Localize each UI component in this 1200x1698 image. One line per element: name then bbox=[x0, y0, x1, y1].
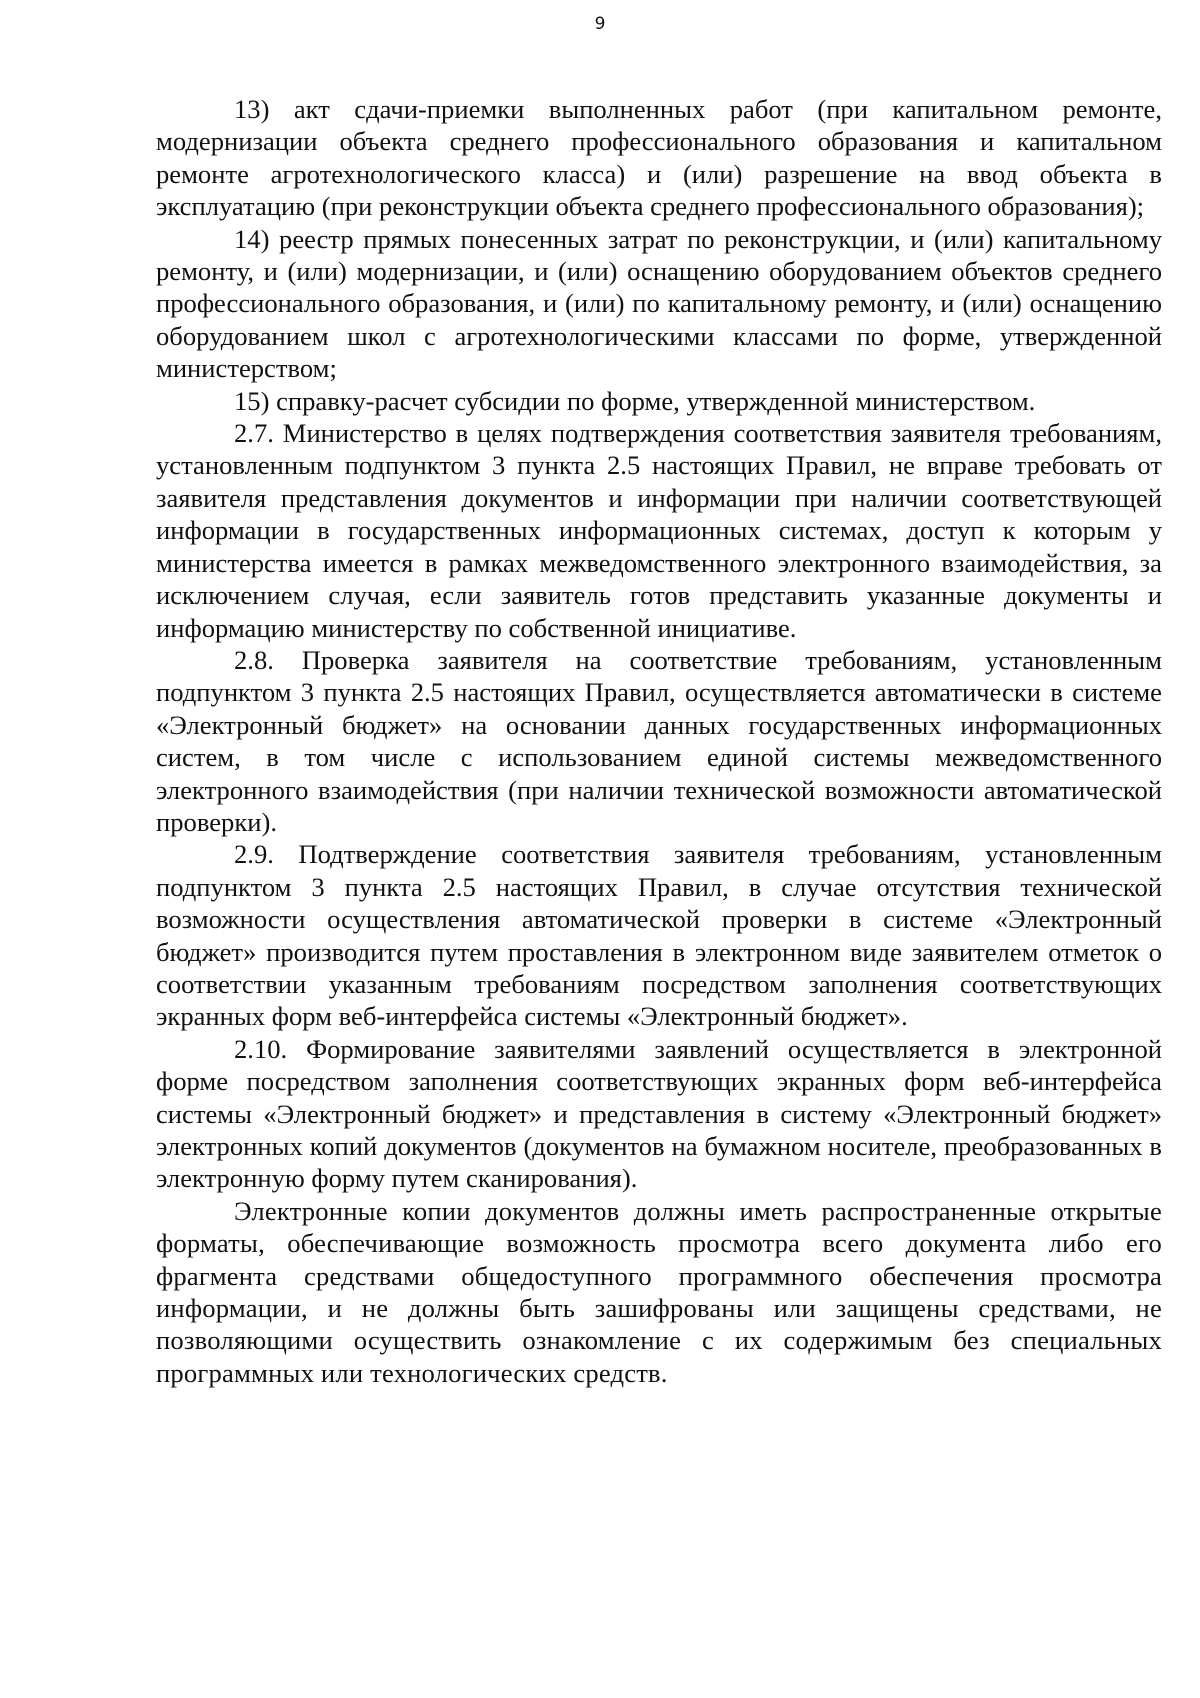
paragraph-item-15: 15) справку-расчет субсидии по форме, утвержденной министерством. bbox=[234, 385, 1036, 416]
page-number: 9 bbox=[594, 14, 606, 34]
paragraph-electronic-copies: Электронные копии документов должны иметь распространенные открытые форматы, обеспечивающие возможность просмотра всего документа либо его фрагмента средствами общедоступного программного обеспечения просмотра информации, и не должны быть зашифрованы или защищены средствами, не позволяющими осуществить ознакомление с их содержимым без специальных программных или технологических средств. bbox=[156, 1195, 1162, 1388]
paragraph-clause-2-10: 2.10. Формирование заявителями заявлений осуществляется в электронной форме посредством заполнения соответствующих экранных форм веб-интерфейса системы «Электронный бюджет» и представления в систему «Электронный бюджет» электронных копий документов (документов на бумажном носителе, преобразованных в электронную форму путем сканирования). bbox=[156, 1033, 1162, 1194]
document-body bbox=[156, 93, 1162, 1389]
paragraph-item-13: 13) акт сдачи-приемки выполненных работ (при капитальном ремонте, модернизации объекта среднего профессионального образования и капитальном ремонте агротехнологического класса) и (или) разрешение на ввод объекта в эксплуатацию (при реконструкции объекта среднего профессионального образования); bbox=[156, 94, 1162, 222]
paragraph-item-14: 14) реестр прямых понесенных затрат по реконструкции, и (или) капитальному ремонту, и (или) модернизации, и (или) оснащению оборудованием объектов среднего профессионального образования, и (или) по капитальному ремонту, и (или) оснащению оборудованием школ с агротехнологическими классами по форме, утвержденной министерством; bbox=[156, 223, 1162, 384]
paragraph-clause-2-9: 2.9. Подтверждение соответствия заявителя требованиям, установленным подпунктом 3 пункта 2.5 настоящих Правил, в случае отсутствия технической возможности осуществления автоматической проверки в системе «Электронный бюджет» производится путем проставления в электронном виде заявителем отметок о соответствии указанным требованиям посредством заполнения соответствующих экранных форм веб-интерфейса системы «Электронный бюджет». bbox=[156, 839, 1162, 1032]
paragraph-clause-2-8: 2.8. Проверка заявителя на соответствие требованиям, установленным подпунктом 3 пункта 2.5 настоящих Правил, осуществляется автоматически в системе «Электронный бюджет» на основании данных государственных информационных систем, в том числе с использованием единой системы межведомственного электронного взаимодействия (при наличии технической возможности автоматической проверки). bbox=[156, 644, 1162, 837]
paragraph-clause-2-7: 2.7. Министерство в целях подтверждения соответствия заявителя требованиям, установленным подпунктом 3 пункта 2.5 настоящих Правил, не вправе требовать от заявителя представления документов и информации при наличии соответствующей информации в государственных информационных системах, доступ к которым у министерства имеется в рамках межведомственного электронного взаимодействия, за исключением случая, если заявитель готов представить указанные документы и информацию министерству по собственной инициативе. bbox=[156, 418, 1162, 643]
